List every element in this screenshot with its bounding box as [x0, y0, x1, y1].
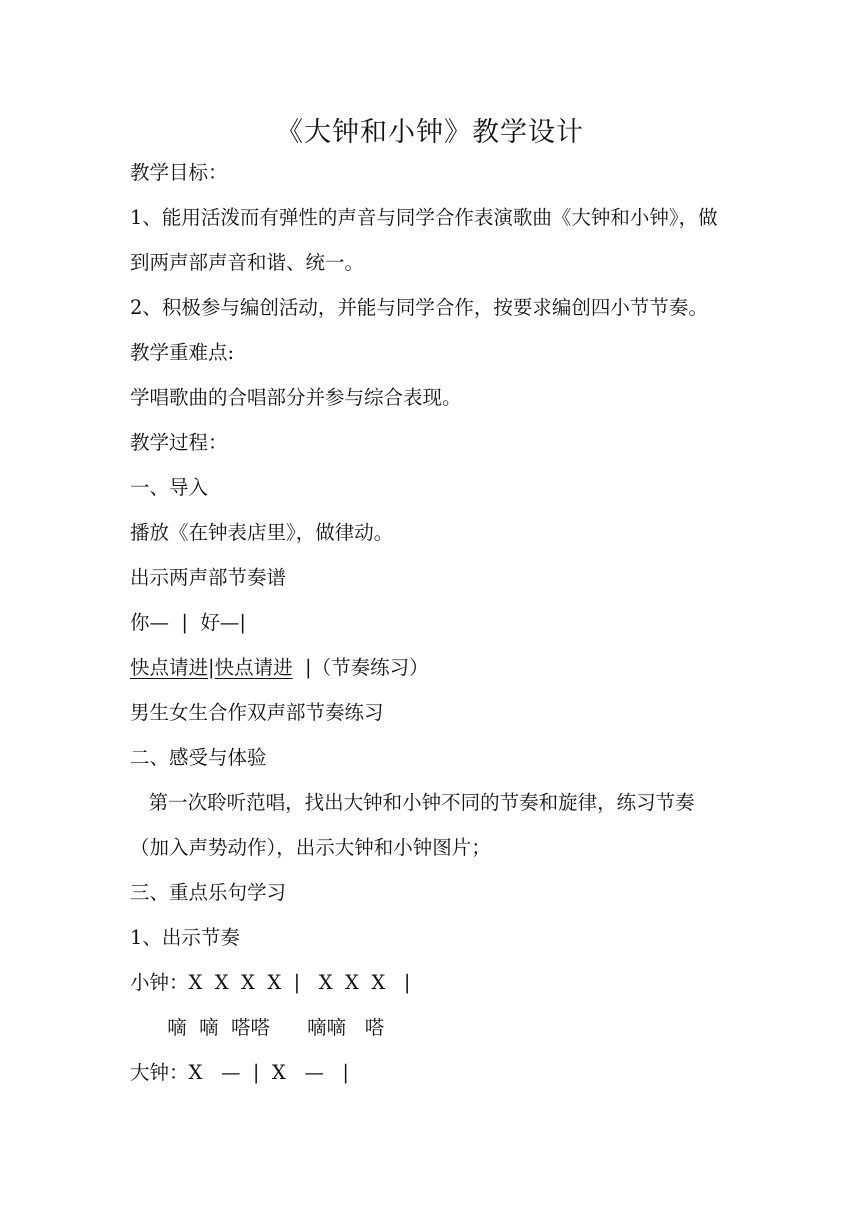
play-music-line: 播放《在钟表店里》，做律动。 — [130, 521, 394, 544]
show-rhythm-line: 出示两声部节奏谱 — [130, 566, 287, 589]
goal-1-line-b: 到两声部声音和谐、统一。 — [130, 251, 365, 274]
difficulty-text: 学唱歌曲的合唱部分并参与综合表现。 — [130, 386, 462, 409]
duet-practice-line: 男生女生合作双声部节奏练习 — [130, 701, 384, 724]
show-beat-line: 1、出示节奏 — [130, 926, 240, 949]
goal-2: 2、积极参与编创活动，并能与同学合作，按要求编创四小节节奏。 — [130, 296, 708, 319]
difficulty-heading: 教学重难点: — [130, 341, 235, 364]
kuaidian-phrase-1: 快点请进 — [130, 656, 209, 679]
section-1-heading: 一、导入 — [130, 476, 209, 499]
goal-1-line-a: 1、能用活泼而有弹性的声音与同学合作表演歌曲《大钟和小钟》，做 — [130, 206, 718, 229]
big-clock-rhythm: 大钟：X — | X — | — [130, 1061, 349, 1084]
document-title: 《大钟和小钟》教学设计 — [276, 117, 584, 148]
bar-separator: | — [208, 656, 215, 679]
listen-line-b: （加入声势动作），出示大钟和小钟图片； — [130, 836, 491, 859]
kuaidian-rhythm-line — [130, 654, 429, 682]
section-2-heading: 二、感受与体验 — [130, 746, 267, 769]
process-heading: 教学过程： — [130, 431, 228, 454]
small-clock-rhythm: 小钟：X X X X | X X X | — [130, 971, 411, 994]
small-clock-sounds: 嘀 嘀 嗒嗒 嘀嘀 嗒 — [130, 1016, 385, 1039]
kuaidian-phrase-2: 快点请进 — [214, 656, 293, 679]
goal-heading: 教学目标： — [130, 161, 228, 184]
rhythm-practice-note: |（节奏练习） — [292, 656, 429, 679]
listen-line-a: 第一次聆听范唱，找出大钟和小钟不同的节奏和旋律，练习节奏 — [130, 791, 695, 814]
section-3-heading: 三、重点乐句学习 — [130, 881, 287, 904]
nihao-rhythm-line: 你— | 好—| — [130, 611, 246, 634]
